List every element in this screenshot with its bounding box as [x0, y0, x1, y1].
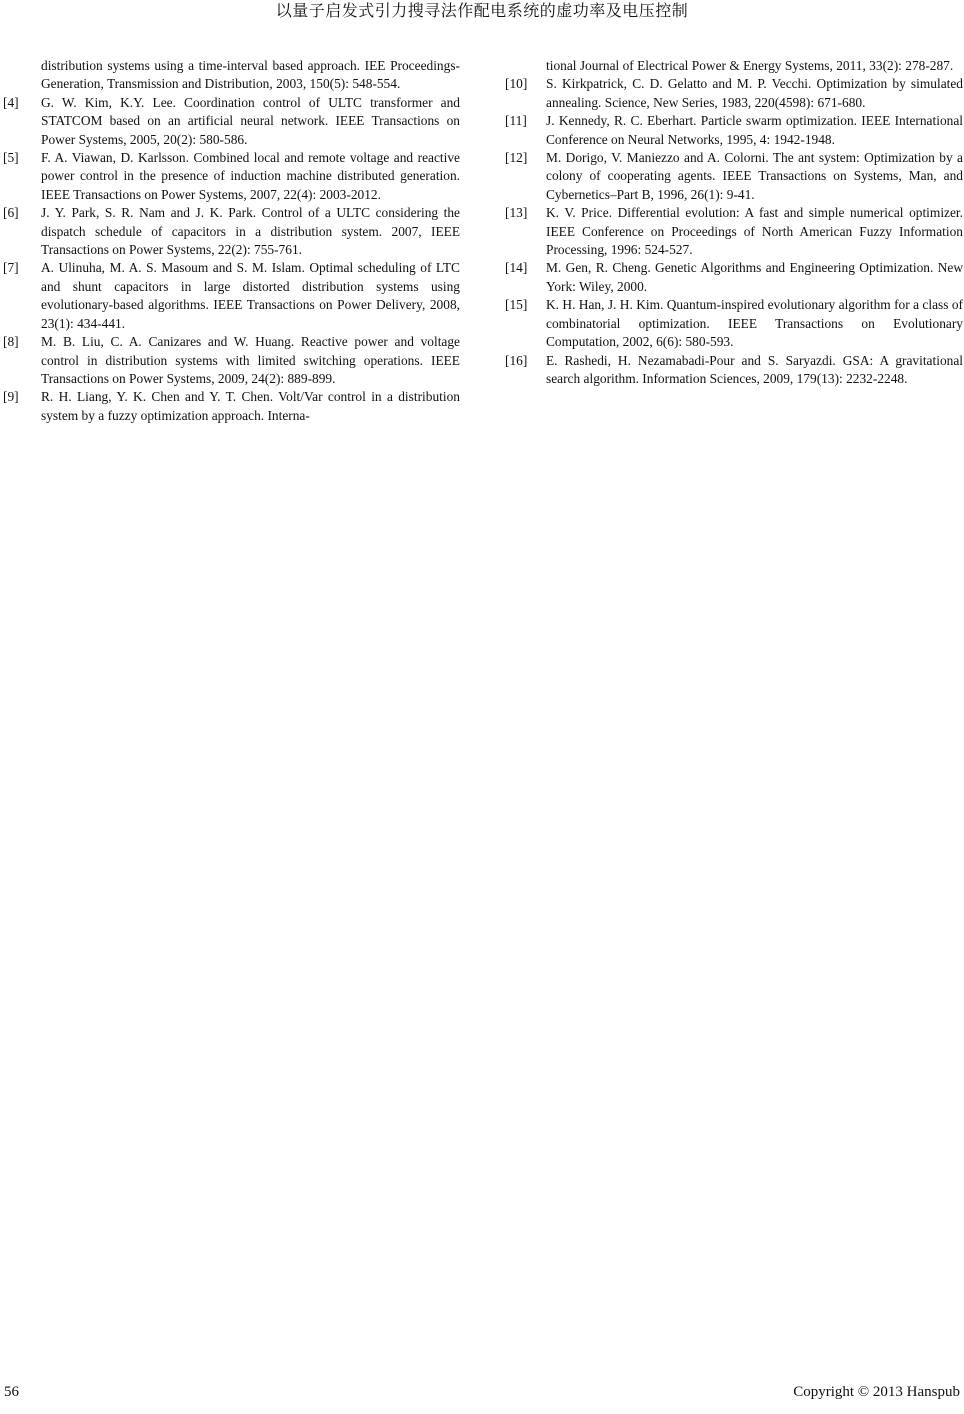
references-left-column	[3, 57, 460, 425]
copyright-notice: Copyright © 2013 Hanspub	[793, 1384, 960, 1400]
reference-item	[3, 149, 460, 204]
reference-item	[505, 352, 963, 389]
reference-number: [14]	[505, 260, 528, 276]
reference-item	[505, 75, 963, 112]
reference-item	[505, 296, 963, 351]
page-number: 56	[4, 1384, 19, 1400]
reference-text: A. Ulinuha, M. A. S. Masoum and S. M. Islam. Optimal scheduling of LTC and shunt capacitors in large distorted distribution systems using evolutionary-based algorithms. IEEE Transactions on Power Delivery, 2008, 23(1): 434-441.	[41, 260, 460, 331]
reference-item	[505, 112, 963, 149]
reference-text: tional Journal of Electrical Power & Energy Systems, 2011, 33(2): 278-287.	[546, 58, 954, 73]
reference-item	[3, 57, 460, 94]
reference-text: M. Dorigo, V. Maniezzo and A. Colorni. The ant system: Optimization by a colony of cooperating agents. IEEE Transactions on Systems, Man, and Cybernetics–Part B, 1996, 26(1): 9-41.	[546, 150, 963, 202]
reference-text: J. Kennedy, R. C. Eberhart. Particle swarm optimization. IEEE International Conference on Neural Networks, 1995, 4: 1942-1948.	[546, 113, 963, 147]
reference-item	[3, 333, 460, 388]
page-footer	[0, 1382, 964, 1414]
reference-number: [4]	[3, 94, 19, 110]
reference-item	[505, 204, 963, 259]
reference-text: S. Kirkpatrick, C. D. Gelatto and M. P. Vecchi. Optimization by simulated annealing. Science, New Series, 1983, 220(4598): 671-680.	[546, 76, 963, 110]
reference-number: [11]	[505, 113, 527, 129]
reference-text: K. V. Price. Differential evolution: A fast and simple numerical optimizer. IEEE Conference on Proceedings of North American Fuzzy Information Processing, 1996: 524-527.	[546, 205, 963, 258]
reference-text: M. B. Liu, C. A. Canizares and W. Huang. Reactive power and voltage control in distribution systems with limited switching operations. IEEE Transactions on Power Systems, 2009, 24(2): 889-899.	[41, 334, 460, 386]
reference-item	[3, 388, 460, 425]
reference-text: J. Y. Park, S. R. Nam and J. K. Park. Control of a ULTC considering the dispatch schedule of capacitors in a distribution system. 2007, IEEE Transactions on Power Systems, 22(2): 755-761.	[41, 205, 460, 258]
reference-number: [10]	[505, 76, 528, 92]
reference-text: E. Rashedi, H. Nezamabadi-Pour and S. Saryazdi. GSA: A gravitational search algorithm. Information Sciences, 2009, 179(13): 2232-2248.	[546, 352, 963, 386]
reference-text: G. W. Kim, K.Y. Lee. Coordination control of ULTC transformer and STATCOM based on an artificial neural network. IEEE Transactions on Power Systems, 2005, 20(2): 580-586.	[41, 94, 460, 147]
reference-text: F. A. Viawan, D. Karlsson. Combined local and remote voltage and reactive power control in the presence of induction machine distributed generation. IEEE Transactions on Power Systems, 2007, 22(4): 2003-2012.	[41, 150, 460, 202]
references-right-column	[505, 57, 963, 388]
reference-text: distribution systems using a time-interval based approach. IEE Proceedings-Generation, Transmission and Distribution, 2003, 150(5): 548-554.	[41, 58, 460, 92]
reference-number: [5]	[3, 150, 19, 166]
reference-number: [12]	[505, 150, 528, 166]
reference-text: K. H. Han, J. H. Kim. Quantum-inspired evolutionary algorithm for a class of combinatorial optimization. IEEE Transactions on Evolutionary Computation, 2002, 6(6): 580-593.	[546, 297, 963, 350]
reference-number: [8]	[3, 334, 19, 350]
reference-item	[3, 259, 460, 333]
reference-item	[505, 259, 963, 296]
reference-item	[3, 204, 460, 259]
reference-item	[505, 149, 963, 204]
reference-number: [16]	[505, 352, 528, 368]
reference-number: [9]	[3, 389, 19, 405]
reference-item	[3, 94, 460, 149]
reference-number: [13]	[505, 205, 528, 221]
reference-text: R. H. Liang, Y. K. Chen and Y. T. Chen. Volt/Var control in a distribution system by a fuzzy optimization approach. Interna-	[41, 389, 460, 423]
running-title: 以量子启发式引力搜寻法作配电系统的虚功率及电压控制	[275, 1, 689, 20]
reference-item	[505, 57, 963, 75]
reference-number: [15]	[505, 297, 528, 313]
reference-number: [7]	[3, 260, 19, 276]
reference-text: M. Gen, R. Cheng. Genetic Algorithms and Engineering Optimization. New York: Wiley, 2000.	[546, 260, 963, 294]
reference-number: [6]	[3, 205, 19, 221]
